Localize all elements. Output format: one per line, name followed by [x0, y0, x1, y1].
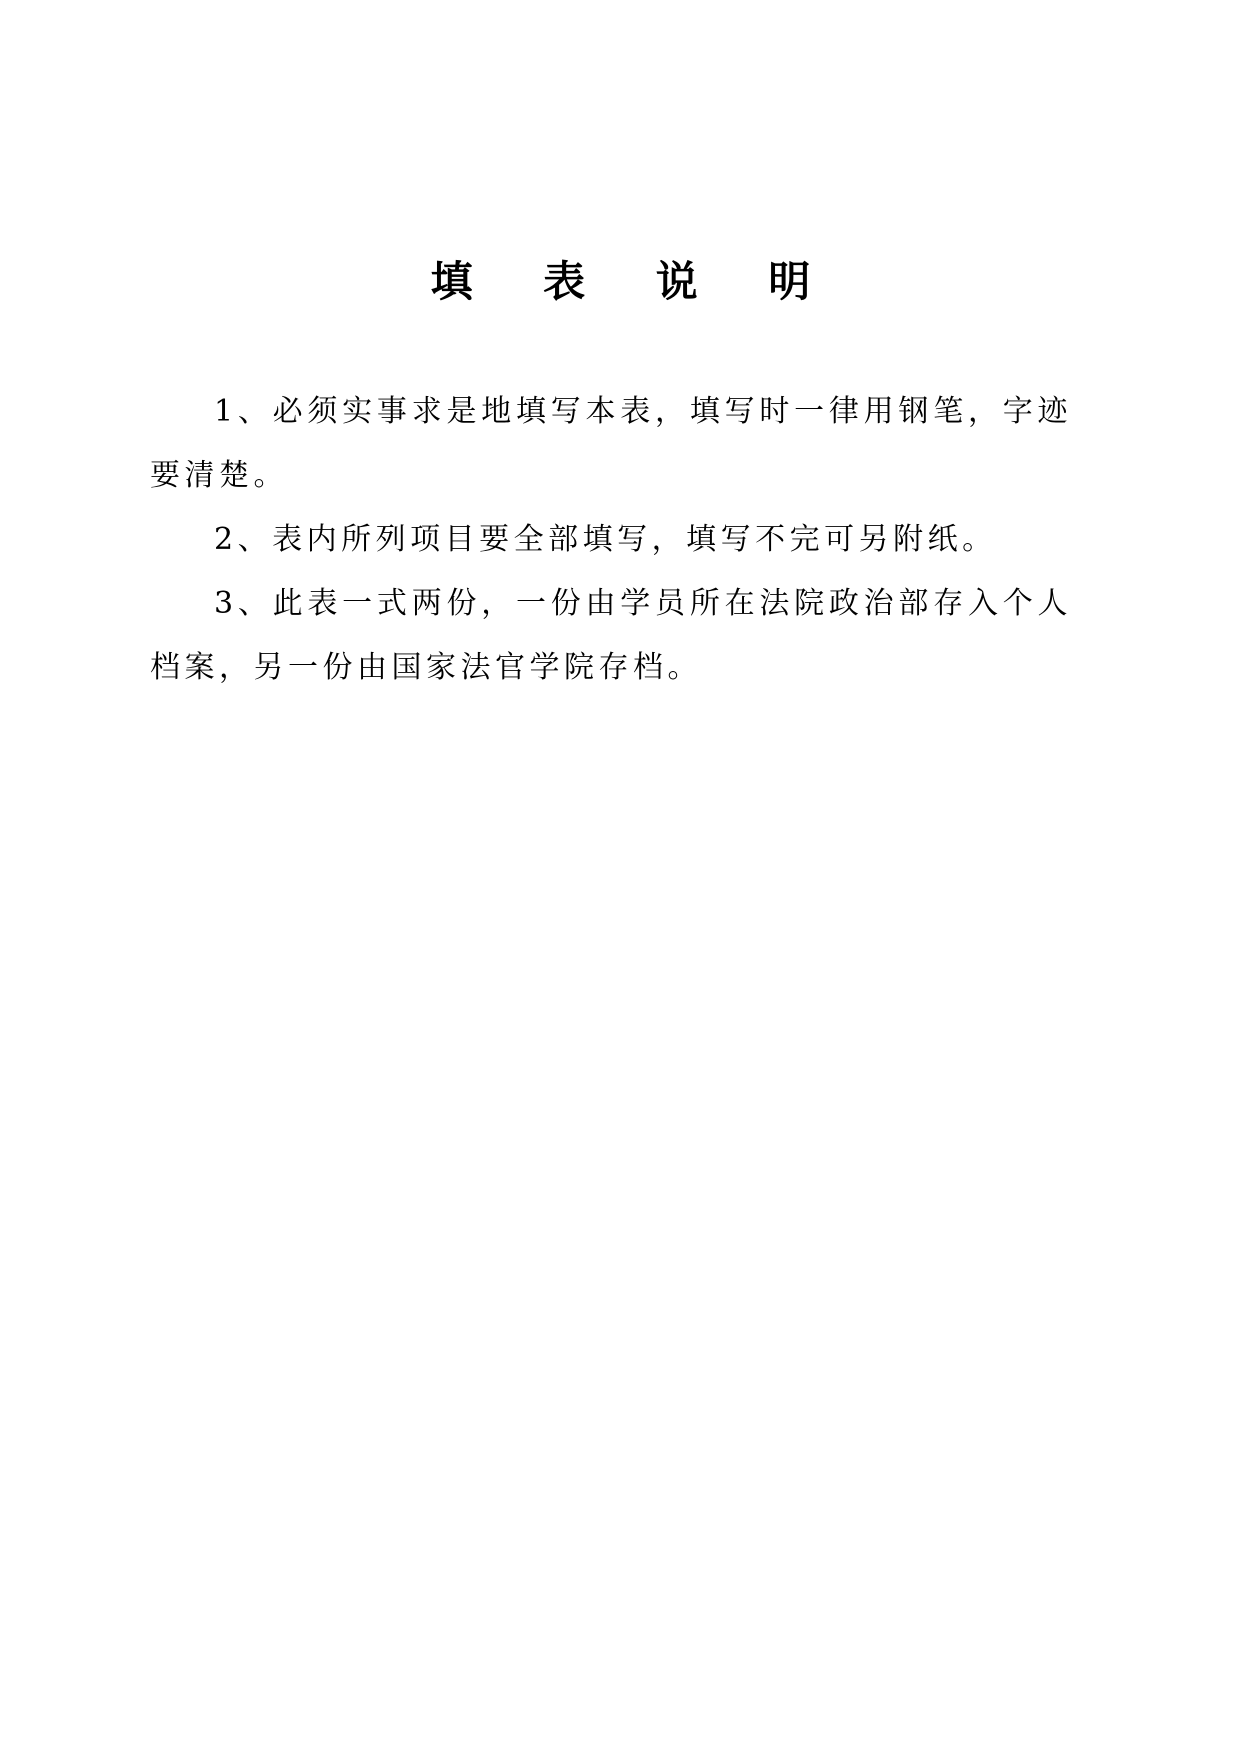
instruction-item-1: 1、必须实事求是地填写本表，填写时一律用钢笔，字迹要清楚。: [150, 394, 1072, 493]
instructions-list: [150, 380, 1072, 700]
page-title: 填 表 说 明: [430, 257, 839, 306]
instruction-item-2: 2、表内所列项目要全部填写，填写不完可另附纸。: [214, 522, 997, 557]
instruction-item-3: 3、此表一式两份，一份由学员所在法院政治部存入个人档案，另一份由国家法官学院存档。: [150, 586, 1072, 685]
